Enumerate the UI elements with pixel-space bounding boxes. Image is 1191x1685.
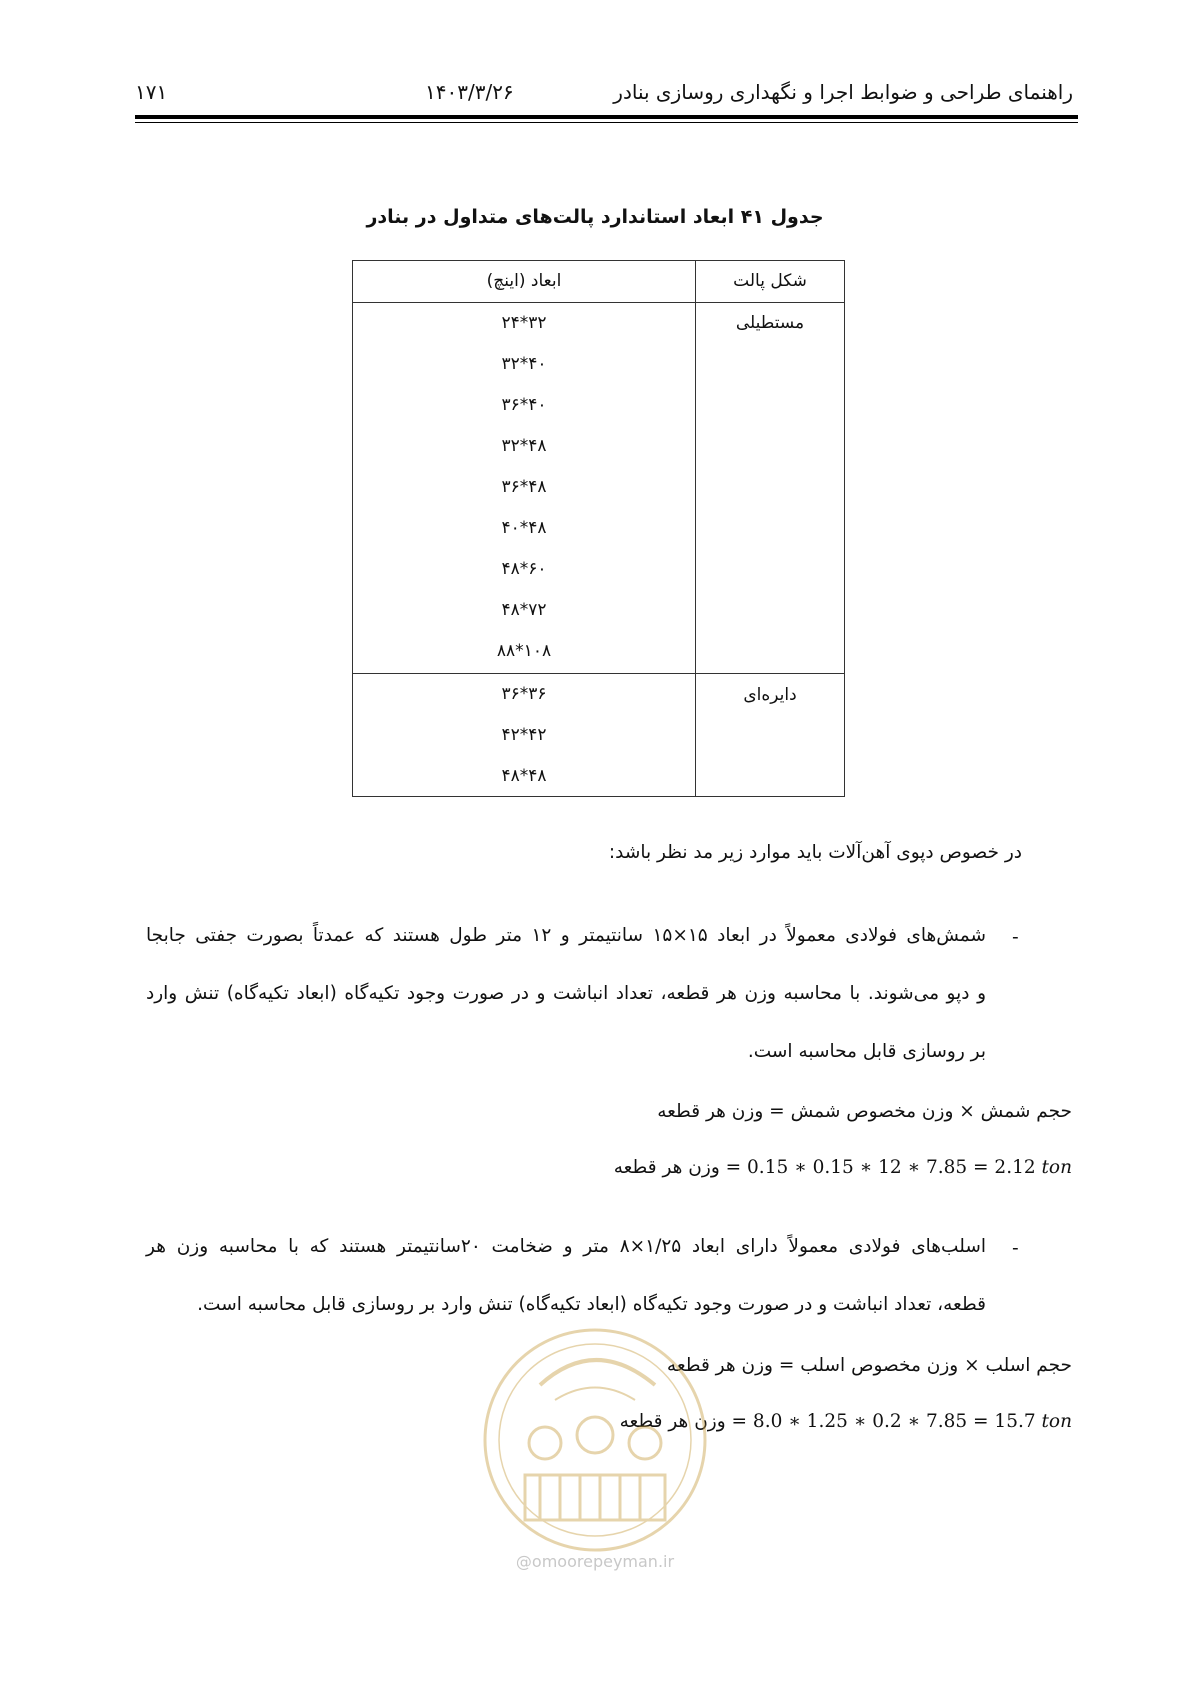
formula-lhs: وزن هر قطعه <box>666 1355 773 1376</box>
bullet-marker: - <box>1012 927 1019 948</box>
dimension-cell: ۴۸*۶۰ <box>501 559 547 579</box>
bullet-marker: - <box>1012 1238 1019 1259</box>
formula-expression <box>732 1411 1072 1432</box>
item2-formula-weight <box>667 1355 1072 1376</box>
dimension-cell: ۴۰*۴۸ <box>501 518 547 538</box>
watermark-text: @omoorepeyman.ir <box>515 1552 675 1571</box>
formula-equals: = <box>769 1101 785 1122</box>
dimension-cell: ۳۶*۳۶ <box>501 684 547 704</box>
dimension-cell: ۲۴*۳۲ <box>501 313 547 333</box>
formula-unit: ton <box>1041 1411 1072 1432</box>
item1-line2: و دپو می‌شوند. با محاسبه وزن هر قطعه، تعداد انباشت و در صورت وجود تکیه‌گاه (ابعاد تکیه‌گاه) تنش وارد <box>146 983 986 1004</box>
pallet-dimensions-table <box>352 260 845 797</box>
item1-formula-calc <box>614 1157 1072 1178</box>
document-date: ۱۴۰۳/۳/۲۶ <box>425 80 514 104</box>
formula-equals: = <box>778 1355 795 1376</box>
dimension-cell: ۴۸*۴۸ <box>501 766 547 786</box>
formula-rhs: حجم شمش × وزن مخصوص شمش <box>790 1101 1072 1122</box>
table-caption: جدول ۴۱ ابعاد استاندارد پالت‌های متداول در بنادر <box>366 206 824 228</box>
formula-unit: ton <box>1041 1157 1072 1178</box>
dimension-cell: ۴۲*۴۲ <box>501 725 547 745</box>
dimension-cell: ۸۸*۱۰۸ <box>496 641 552 661</box>
item1-line1: شمش‌های فولادی معمولاً در ابعاد ۱۵×۱۵ سانتیمتر و ۱۲ متر طول هستند که عمدتاً بصورت جفتی جابجا <box>146 925 986 946</box>
formula-rhs: حجم اسلب × وزن مخصوص اسلب <box>800 1355 1072 1376</box>
formula-expression <box>726 1157 1072 1178</box>
table-column-divider <box>695 261 696 796</box>
intro-paragraph: در خصوص دپوی آهن‌آلات باید موارد زیر مد نظر باشد: <box>608 842 1022 863</box>
formula-lhs: وزن هر قطعه <box>613 1157 720 1178</box>
formula-lhs: وزن هر قطعه <box>619 1411 726 1432</box>
formula-lhs: وزن هر قطعه <box>657 1101 764 1122</box>
watermark-logo-icon <box>470 1315 720 1565</box>
formula-expression-values: = 8.0 ∗ 1.25 ∗ 0.2 ∗ 7.85 = 15.7 <box>731 1411 1042 1432</box>
formula-expression-values: = 0.15 ∗ 0.15 ∗ 12 ∗ 7.85 = 2.12 <box>725 1157 1042 1178</box>
dimension-cell: ۴۸*۷۲ <box>501 600 547 620</box>
dimension-cell: ۳۲*۴۰ <box>501 354 547 374</box>
dimension-cell: ۳۶*۴۰ <box>501 395 547 415</box>
header-dimensions: ابعاد (اینچ) <box>486 271 562 291</box>
item2-line1: اسلب‌های فولادی معمولاً دارای ابعاد ۱/۲۵×۸ متر و ضخامت ۲۰سانتیمتر هستند که با محاسبه وزن هر <box>146 1236 986 1257</box>
item1-formula-weight <box>657 1101 1072 1122</box>
shape-cell-circular: دایره‌ای <box>743 685 797 705</box>
document-title: راهنمای طراحی و ضوابط اجرا و نگهداری روسازی بنادر <box>613 80 1073 104</box>
header-rule-thin <box>135 122 1078 123</box>
dimension-cell: ۳۲*۴۸ <box>501 436 547 456</box>
dimension-cell: ۳۶*۴۸ <box>501 477 547 497</box>
header-rule-thick <box>135 115 1078 119</box>
header-pallet-shape: شکل پالت <box>733 271 807 291</box>
item1-line3: بر روسازی قابل محاسبه است. <box>747 1041 986 1062</box>
page-number: ۱۷۱ <box>135 80 168 104</box>
shape-cell-rectangular: مستطیلی <box>735 313 805 333</box>
item2-line2: قطعه، تعداد انباشت و در صورت وجود تکیه‌گاه (ابعاد تکیه‌گاه) تنش وارد بر روسازی قابل محاسبه است. <box>197 1294 986 1315</box>
page-header <box>135 72 1073 112</box>
